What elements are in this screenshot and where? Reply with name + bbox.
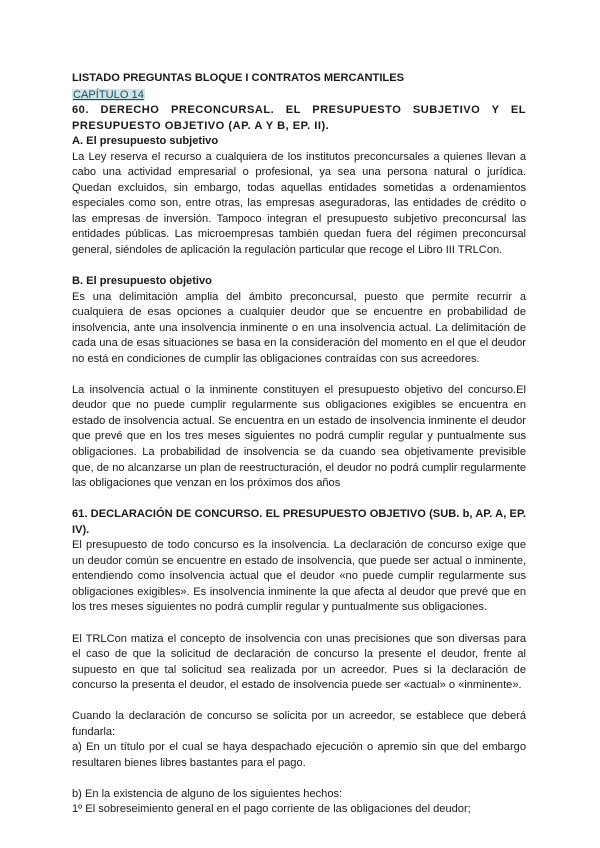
chapter-link[interactable]: CAPÍTULO 14 — [73, 88, 144, 101]
section-a-text: La Ley reserva el recurso a cualquiera de los institutos preconcursales a quienes llevan a cabo una actividad empresarial o profesional, ya sea una persona natural o jurídica. Quedan excluidos, sin embargo, todas aquellas entidades sometidas a ordenamientos especiales como son, entre otras, las empresas aseguradoras, las entidades de crédito o las empresas de inversión. Tampoco integran el presupuesto subjetivo preconcursal las entidades públicas. Las microempresas también quedan fuera del régimen preconcursal general, siéndoles de aplicación la regulación particular que recoge el Libro III TRLCon. — [72, 150, 526, 257]
question-61-item-a: a) En un título por el cual se haya despachado ejecución o apremio sin que del embargo resultaren bienes libres bastantes para el pago. — [72, 741, 526, 769]
section-b-heading: B. El presupuesto objetivo — [72, 275, 212, 288]
section-a-heading: A. El presupuesto subjetivo — [72, 135, 219, 148]
question-61-title: 61. DECLARACIÓN DE CONCURSO. EL PRESUPUESTO OBJETIVO (SUB. b, AP. A, EP. IV). — [72, 508, 526, 536]
question-61-paragraph-1: El presupuesto de todo concurso es la insolvencia. La declaración de concurso exige que un deudor común se encuentre en estado de insolvencia, que puede ser actual o inminente, entendiendo como insolvencia actual que el deudor «no puede cumplir regularmente sus obligaciones exigibles». Es insolvencia inminente la que afecta al deudor que prevé que en los tres meses siguientes no podrá cumplir regular y puntualmente sus obligaciones. — [72, 539, 526, 614]
question-61-paragraph-2: El TRLCon matiza el concepto de insolvencia con unas precisiones que son diversas para el caso de que la solicitud de declaración de concurso la presente el deudor, frente al supuesto en que tal solicitud sea realizada por un acreedor. Pues si la declaración de concurso la presenta el deudor, el estado de insolvencia puede ser «actual» o «inminente». — [72, 632, 526, 692]
question-61-item-b1: 1º El sobreseimiento general en el pago corriente de las obligaciones del deudor; — [72, 803, 471, 816]
section-b-text-1: Es una delimitación amplia del ámbito preconcursal, puesto que permite recurrir a cualquiera de esas opciones a cualquier deudor que se encuentre en probabilidad de insolvencia, ante una insolvencia inminente o en una insolvencia actual. La delimitación de cada una de esas situaciones se basa en la consideración del momento en el que el deudor no está en condiciones de cumplir las obligaciones contraídas con sus acreedores. — [72, 290, 526, 365]
question-61-paragraph-3: Cuando la declaración de concurso se solicita por un acreedor, se establece que deberá fundarla: — [72, 710, 526, 738]
question-61-item-b: b) En la existencia de alguno de los siguientes hechos: — [72, 787, 343, 800]
question-60-title: 60. DERECHO PRECONCURSAL. EL PRESUPUESTO SUBJETIVO Y EL PRESUPUESTO OBJETIVO (AP. A Y B, EP. II). — [72, 104, 526, 132]
document-page — [72, 71, 526, 818]
document-title: LISTADO PREGUNTAS BLOQUE I CONTRATOS MERCANTILES — [72, 72, 404, 84]
section-b-text-2: La insolvencia actual o la inminente constituyen el presupuesto objetivo del concurso.El deudor que no puede cumplir regularmente sus obligaciones exigibles se encuentra en estado de insolvencia actual. Se encuentra en un estado de insolvencia inminente el deudor que prevé que en los tres meses siguientes no podrá cumplir regular y puntualmente sus obligaciones. La probabilidad de insolvencia se da cuando sea objetivamente previsible que, de no alcanzarse un plan de reestructuración, el deudor no podrá cumplir regularmente las obligaciones que venzan en los próximos dos años — [72, 383, 526, 490]
chapter-label — [72, 88, 526, 104]
